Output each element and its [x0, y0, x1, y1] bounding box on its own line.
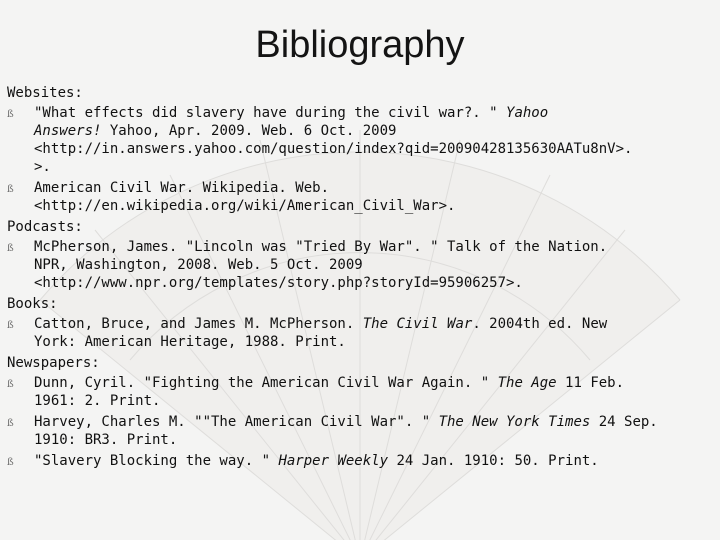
- italic-title-text: Answers!: [34, 123, 102, 139]
- bibliography-list: [7, 84, 719, 473]
- citation-text: Catton, Bruce, and James M. McPherson.: [34, 316, 363, 332]
- entry-line: [34, 274, 719, 292]
- citation-text: 1961: 2. Print.: [34, 393, 161, 409]
- citation-text: . 2004th ed. New: [472, 316, 608, 332]
- entry-line: [34, 374, 719, 392]
- citation-text: NPR, Washington, 2008. Web. 5 Oct. 2009: [34, 257, 363, 273]
- citation-text: 11 Feb.: [556, 375, 625, 391]
- entry-line: [34, 333, 719, 351]
- entry-line: [34, 431, 719, 449]
- citation-text: American Civil War. Wikipedia. Web.: [34, 180, 330, 196]
- entry-line: [34, 452, 719, 470]
- bibliography-entry: [7, 452, 719, 470]
- bibliography-entry: [7, 104, 719, 176]
- entry-line: [34, 238, 719, 256]
- entry-line: [34, 256, 719, 274]
- citation-text: <http://in.answers.yahoo.com/question/index?qid=20090428135630AATu8nV>.: [34, 141, 633, 157]
- citation-text: >.: [34, 159, 51, 175]
- citation-text: Harvey, Charles M. ""The American Civil War". ": [34, 414, 439, 430]
- citation-text: "Slavery Blocking the way. ": [34, 453, 279, 469]
- entry-line: [34, 158, 719, 176]
- section-heading: Websites:: [7, 85, 83, 101]
- slide-title: Bibliography: [255, 24, 465, 66]
- citation-text: "What effects did slavery have during the civil war?. ": [34, 105, 507, 121]
- citation-text: York: American Heritage, 1988. Print.: [34, 334, 346, 350]
- section-heading: Podcasts:: [7, 219, 83, 235]
- bullet-icon: ß: [7, 457, 14, 468]
- bibliography-entry: [7, 238, 719, 292]
- bullet-icon: ß: [7, 243, 14, 254]
- bullet-icon: ß: [7, 184, 14, 195]
- entry-line: [34, 140, 719, 158]
- citation-text: <http://www.npr.org/templates/story.php?storyId=95906257>.: [34, 275, 523, 291]
- entry-line: [34, 413, 719, 431]
- bibliography-entry: [7, 374, 719, 410]
- bullet-icon: ß: [7, 418, 14, 429]
- citation-text: Yahoo, Apr. 2009. Web. 6 Oct. 2009: [101, 123, 397, 139]
- citation-text: McPherson, James. "Lincoln was "Tried By War". " Talk of the Nation.: [34, 239, 608, 255]
- entry-line: [34, 197, 719, 215]
- entry-line: [34, 315, 719, 333]
- entry-line: [34, 122, 719, 140]
- italic-title-text: Yahoo: [506, 105, 549, 121]
- citation-text: Dunn, Cyril. "Fighting the American Civil War Again. ": [34, 375, 498, 391]
- bullet-icon: ß: [7, 379, 14, 390]
- citation-text: <http://en.wikipedia.org/wiki/American_Civil_War>.: [34, 198, 456, 214]
- citation-text: 24 Jan. 1910: 50. Print.: [388, 453, 599, 469]
- section-heading: Newspapers:: [7, 355, 100, 371]
- italic-title-text: The Age: [497, 375, 557, 391]
- citation-text: 1910: BR3. Print.: [34, 432, 178, 448]
- italic-title-text: The New York Times: [438, 414, 591, 430]
- bullet-icon: ß: [7, 109, 14, 120]
- bullet-icon: ß: [7, 320, 14, 331]
- bibliography-entry: [7, 315, 719, 351]
- bibliography-entry: [7, 179, 719, 215]
- entry-line: [34, 104, 719, 122]
- entry-line: [34, 392, 719, 410]
- italic-title-text: The Civil War: [362, 316, 473, 332]
- citation-text: 24 Sep.: [590, 414, 658, 430]
- bibliography-entry: [7, 413, 719, 449]
- section-heading: Books:: [7, 296, 58, 312]
- italic-title-text: Harper Weekly: [278, 453, 389, 469]
- entry-line: [34, 179, 719, 197]
